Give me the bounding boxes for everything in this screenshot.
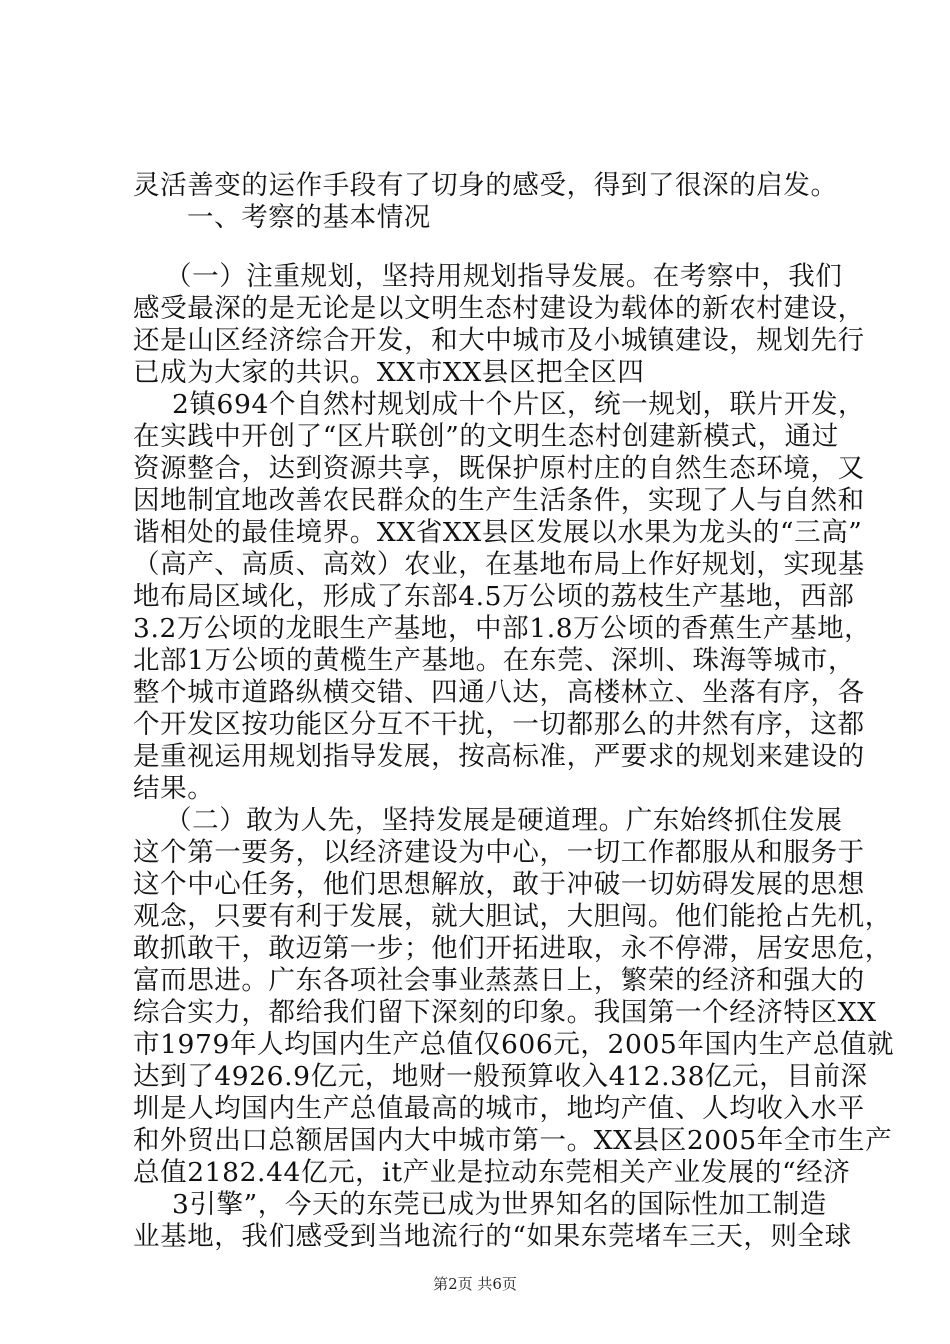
paragraph-line: 观念，只要有利于发展，就大胆试，大胆闯。他们能抢占先机， <box>133 901 892 932</box>
paragraph-line: 谐相处的最佳境界。XX省XX县区发展以水果为龙头的“三高” <box>133 517 863 548</box>
paragraph-line: 在实践中开创了“区片联创”的文明生态村创建新模式，通过 <box>133 421 839 452</box>
paragraph-line: 市1979年人均国内生产总值仅606元，2005年国内生产总值就 <box>133 1029 895 1060</box>
paragraph-line: 这个中心任务，他们思想解放，敢于冲破一切妨碍发展的思想 <box>133 869 865 900</box>
paragraph-line: 灵活善变的运作手段有了切身的感受，得到了很深的启发。 <box>133 170 838 201</box>
paragraph-line: 敢抓敢干，敢迈第一步；他们开拓进取，永不停滞，居安思危， <box>133 933 892 964</box>
paragraph-line: 是重视运用规划指导发展，按高标准，严要求的规划来建设的 <box>133 741 865 772</box>
page-number-footer: 第2页 共6页 <box>433 1275 517 1293</box>
paragraph-line: 地布局区域化，形成了东部4.5万公顷的荔枝生产基地，西部 <box>133 581 855 612</box>
paragraph-line: 个开发区按功能区分互不干扰，一切都那么的井然有序，这都 <box>133 709 865 740</box>
paragraph-line: （高产、高质、高效）农业，在基地布局上作好规划，实现基 <box>133 549 865 580</box>
paragraph-line: 2镇694个自然村规划成十个片区，统一规划，联片开发， <box>172 389 866 420</box>
paragraph-line: 和外贸出口总额居国内大中城市第一。XX县区2005年全市生产 <box>133 1125 893 1156</box>
paragraph-line: 业基地，我们感受到当地流行的“如果东莞堵车三天，则全球 <box>133 1221 852 1252</box>
paragraph-line: 这个第一要务，以经济建设为中心，一切工作都服从和服务于 <box>133 837 865 868</box>
paragraph-line: （一）注重规划，坚持用规划指导发展。在考察中，我们 <box>165 261 843 292</box>
paragraph-line: 3引擎”，今天的东莞已成为世界知名的国际性加工制造 <box>172 1189 827 1220</box>
paragraph-line: 已成为大家的共识。XX市XX县区把全区四 <box>133 357 645 388</box>
paragraph-line: 3.2万公顷的龙眼生产基地，中部1.8万公顷的香蕉生产基地， <box>133 613 872 644</box>
paragraph-line: 圳是人均国内生产总值最高的城市，地均产值、人均收入水平 <box>133 1093 865 1124</box>
paragraph-line: 还是山区经济综合开发，和大中城市及小城镇建设，规划先行 <box>133 325 865 356</box>
paragraph-line: 综合实力，都给我们留下深刻的印象。我国第一个经济特区XX <box>133 997 877 1028</box>
paragraph-line: 富而思进。广东各项社会事业蒸蒸日上，繁荣的经济和强大的 <box>133 965 865 996</box>
paragraph-line: 资源整合，达到资源共享，既保护原村庄的自然生态环境，又 <box>133 453 865 484</box>
paragraph-line: 总值2182.44亿元，it产业是拉动东莞相关产业发展的“经济 <box>133 1157 851 1188</box>
paragraph-line: 因地制宜地改善农民群众的生产生活条件，实现了人与自然和 <box>133 485 865 516</box>
section-heading: 一、考察的基本情况 <box>187 202 431 233</box>
paragraph-line: 整个城市道路纵横交错、四通八达，高楼林立、坐落有序，各 <box>133 677 865 708</box>
paragraph-line: （二）敢为人先，坚持发展是硬道理。广东始终抓住发展 <box>165 805 843 836</box>
paragraph-line: 北部1万公顷的黄榄生产基地。在东莞、深圳、珠海等城市， <box>133 645 856 676</box>
paragraph-line: 达到了4926.9亿元，地财一般预算收入412.38亿元，目前深 <box>133 1061 868 1092</box>
paragraph-line: 感受最深的是无论是以文明生态村建设为载体的新农村建设， <box>133 293 865 324</box>
paragraph-line: 结果。 <box>133 773 215 804</box>
